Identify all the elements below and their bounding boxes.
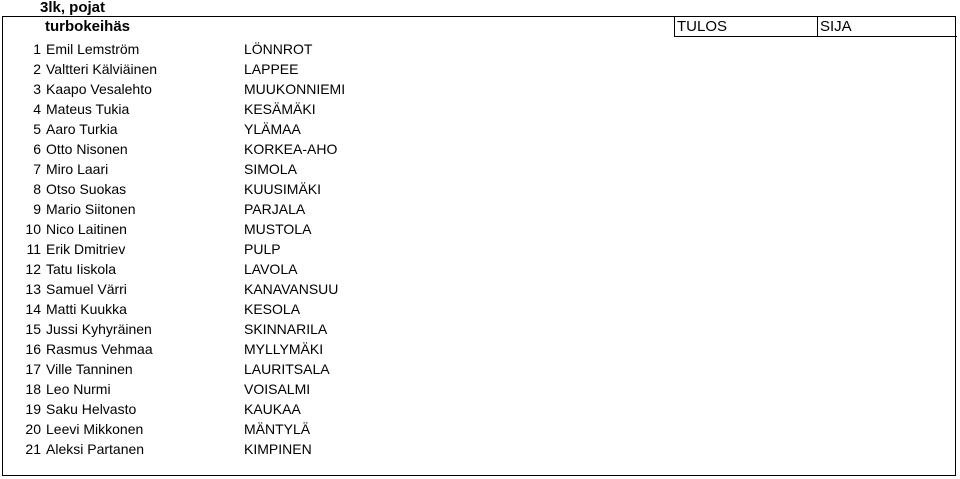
participant-school: MYLLYMÄKI [244,341,324,357]
participant-row [3,159,955,179]
participant-school: LÖNNROT [244,41,313,57]
participant-row [3,59,955,79]
participant-name: Ville Tanninen [46,361,133,377]
participant-number: 18 [25,381,41,397]
tulos-column-header: TULOS [674,17,818,37]
participant-row [3,379,955,399]
participant-number: 17 [25,361,41,377]
participant-row [3,99,955,119]
participant-row [3,199,955,219]
participant-school: KORKEA-AHO [244,141,338,157]
participant-row [3,239,955,259]
event-title: turbokeihäs [45,18,131,35]
participant-name: Mateus Tukia [46,101,130,117]
participant-number: 21 [25,441,41,457]
participant-number: 19 [25,401,41,417]
participant-row [3,259,955,279]
participant-number: 10 [25,221,41,237]
participant-name: Nico Laitinen [46,221,127,237]
participant-school: KANAVANSUU [244,281,339,297]
participant-number: 2 [33,61,41,77]
participant-row [3,439,955,459]
participant-number: 5 [33,121,41,137]
participant-row [3,399,955,419]
participant-number: 13 [25,281,41,297]
participant-name: Matti Kuukka [46,301,127,317]
participant-name: Tatu Iiskola [46,261,117,277]
participant-name: Erik Dmitriev [46,241,126,257]
participant-number: 3 [33,81,41,97]
participant-name: Kaapo Vesalehto [46,81,152,97]
participant-name: Leo Nurmi [46,381,111,397]
participant-name: Miro Laari [46,161,109,177]
participant-number: 1 [33,41,41,57]
participant-school: KAUKAA [244,401,301,417]
participant-row [3,359,955,379]
participant-row [3,39,955,59]
participant-row [3,319,955,339]
participant-name: Otto Nisonen [46,141,128,157]
participant-number: 4 [33,101,41,117]
participant-name: Samuel Värri [46,281,127,297]
participant-name: Rasmus Vehmaa [46,341,153,357]
participant-name: Valtteri Kälviäinen [46,61,158,77]
participant-school: LAPPEE [244,61,299,77]
participant-name: Emil Lemström [46,41,140,57]
participant-row [3,79,955,99]
participant-row [3,299,955,319]
participant-name: Aleksi Partanen [46,441,145,457]
participant-name: Mario Siitonen [46,201,136,217]
participant-number: 7 [33,161,41,177]
participant-number: 15 [25,321,41,337]
participant-number: 16 [25,341,41,357]
participant-school: KIMPINEN [244,441,312,457]
participant-school: LAVOLA [244,261,298,277]
participant-row [3,179,955,199]
participant-number: 11 [26,241,41,257]
participant-row [3,339,955,359]
participant-school: VOISALMI [244,381,311,397]
sheet-caption: 3lk, pojat [40,0,106,16]
participant-name: Aaro Turkia [46,121,118,137]
participant-school: KUUSIMÄKI [244,181,322,197]
participant-row [3,279,955,299]
participant-number: 6 [33,141,41,157]
participant-row [3,139,955,159]
participant-list [3,39,955,459]
participant-school: MÄNTYLÄ [244,421,311,437]
participant-number: 12 [25,261,41,277]
participant-school: KESÄMÄKI [244,101,316,117]
participant-school: PULP [244,241,281,257]
participant-school: MUSTOLA [244,221,312,237]
participant-school: SKINNARILA [244,321,328,337]
participant-row [3,219,955,239]
participant-school: YLÄMAA [244,121,301,137]
participant-name: Leevi Mikkonen [46,421,144,437]
results-sheet [2,16,956,476]
participant-school: MUUKONNIEMI [244,81,346,97]
participant-school: SIMOLA [244,161,297,177]
participant-row [3,119,955,139]
participant-name: Saku Helvasto [46,401,137,417]
participant-name: Jussi Kyhyräinen [46,321,152,337]
participant-school: KESOLA [244,301,301,317]
participant-row [3,419,955,439]
sheet-header [3,17,955,37]
participant-number: 20 [25,421,41,437]
participant-number: 9 [33,201,41,217]
participant-school: LAURITSALA [244,361,330,377]
participant-number: 14 [25,301,41,317]
participant-name: Otso Suokas [46,181,127,197]
sija-column-header: SIJA [817,17,957,37]
participant-number: 8 [33,181,41,197]
participant-school: PARJALA [244,201,306,217]
